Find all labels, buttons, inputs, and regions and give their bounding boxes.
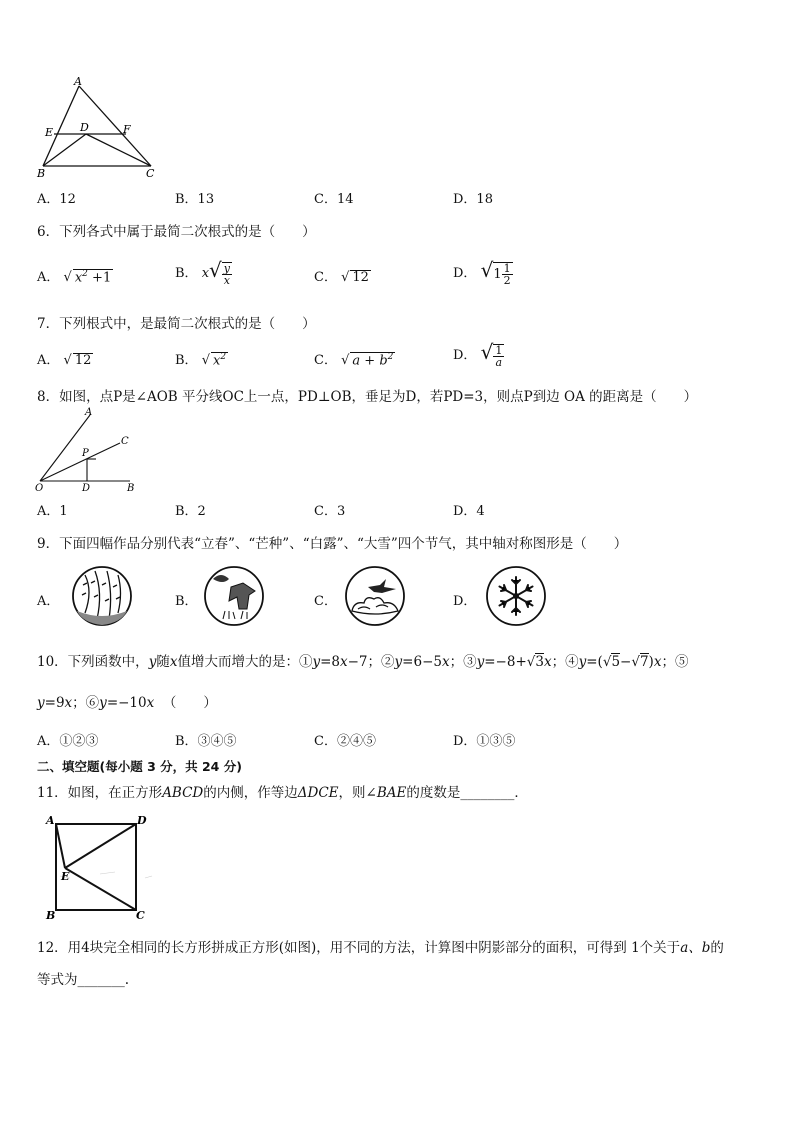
q10-option-b: B．③④⑤ <box>175 734 237 749</box>
lichun-willow-icon <box>71 565 133 627</box>
mangzhong-farmer-icon <box>203 565 265 627</box>
label-B: B <box>37 167 46 180</box>
q10-option-c: C．②④⑤ <box>314 734 376 749</box>
label-F: F <box>123 123 131 136</box>
label-A: A <box>46 814 55 827</box>
q6-option-b: B． x√ $\frac{y}{x}$ <box>175 258 231 287</box>
q5-option-b: B．13 <box>175 192 215 207</box>
daxue-snowflake-icon <box>485 565 547 627</box>
q5-option-a: A．12 <box>37 192 76 207</box>
q11-text: 11．如图，在正方形ABCD的内侧，作等边ΔDCE，则∠BAE的度数是________． <box>37 785 528 801</box>
q6-option-c: C． √ 12 <box>314 270 369 285</box>
label-C: C <box>136 909 145 922</box>
bailu-bird-icon <box>344 565 406 627</box>
label-O: O <box>35 483 44 493</box>
q7-option-a: A． √ 12 <box>37 353 92 368</box>
q7-option-c: C． √ $a + b^2$ <box>314 351 394 368</box>
q9-text: 9．下面四幅作品分别代表“立春”、“芒种”、“白露”、“大雪”四个节气，其中轴对称图形是（ ） <box>37 536 628 552</box>
q9-option-a-letter: A． <box>37 594 60 609</box>
label-D: D <box>82 483 91 493</box>
q5-option-d: D．18 <box>453 192 493 207</box>
q7-option-d: D． √ $\frac{1}{a}$ <box>453 340 503 369</box>
q8-text: 8．如图，点P是∠AOB 平分线OC上一点，PD⊥OB，垂足为D，若PD=3，则点P到边 OA 的距离是（ ） <box>37 389 698 405</box>
q10-line1: 10．下列函数中，y随x值增大而增大的是：①y=8x−7；②y=6−5x；③y=−8+√3x；④y=(√5−√7)x；⑤ <box>37 654 689 670</box>
q6-option-a: A． √ $x^2 +1$ <box>37 268 112 285</box>
square-figure-q11 <box>40 806 160 924</box>
label-C: C <box>121 436 129 447</box>
q7-option-b: B． √ $x^2$ <box>175 351 227 368</box>
angle-figure-q8 <box>30 405 145 493</box>
q12-line2: 等式为_______. <box>37 972 130 988</box>
triangle-figure-q5 <box>34 76 164 180</box>
label-E: E <box>61 870 70 883</box>
label-A: A <box>85 407 93 418</box>
label-D: D <box>80 121 89 134</box>
q8-option-a: A．1 <box>37 504 68 519</box>
q9-option-c-letter: C． <box>314 594 337 609</box>
q8-option-d: D．4 <box>453 504 485 519</box>
label-B: B <box>46 909 56 922</box>
q6-option-d: D． √1 $\frac{1}{2}$ <box>453 258 511 287</box>
q9-option-d-letter: D． <box>453 594 477 609</box>
q10-option-a: A．①②③ <box>37 734 99 749</box>
q6-text: 6．下列各式中属于最简二次根式的是（ ） <box>37 224 316 240</box>
q5-option-c: C．14 <box>314 192 354 207</box>
label-A: A <box>74 76 82 88</box>
q8-option-c: C．3 <box>314 504 346 519</box>
q12-line1: 12．用4块完全相同的长方形拼成正方形(如图)，用不同的方法，计算图中阴影部分的面积，可得到 1个关于a、b的 <box>37 940 724 956</box>
label-C: C <box>146 167 155 180</box>
label-E: E <box>45 126 54 139</box>
q10-option-d: D．①③⑤ <box>453 734 516 749</box>
section-2-title: 二、填空题(每小题 3 分，共 24 分) <box>37 759 242 774</box>
q9-option-b-letter: B． <box>175 594 198 609</box>
label-D: D <box>137 814 147 827</box>
label-B: B <box>127 483 135 493</box>
label-P: P <box>82 448 89 459</box>
q8-option-b: B．2 <box>175 504 206 519</box>
q10-line2: y=9x；⑥y=−10x （ ） <box>37 695 217 711</box>
q7-text: 7．下列根式中，是最简二次根式的是（ ） <box>37 316 316 332</box>
